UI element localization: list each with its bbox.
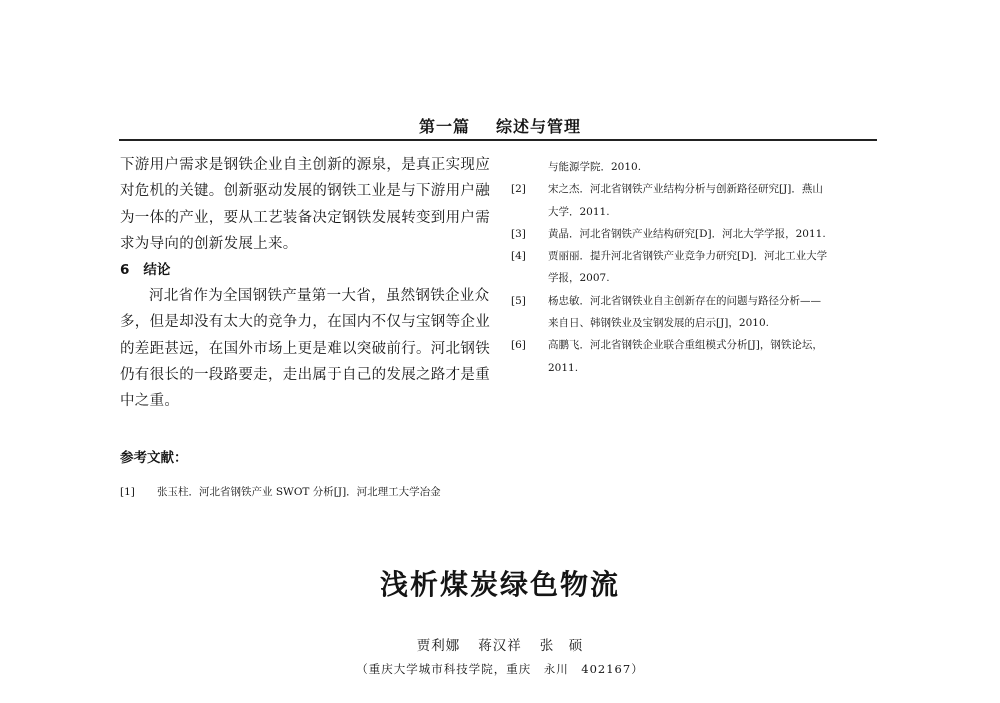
header-part: 第一篇 [418, 117, 470, 136]
reference-number: [2] [511, 183, 526, 196]
reference-continuation: 大学．2011. [548, 205, 610, 218]
reference-text: 杨忠敏．河北省钢铁业自主创新存在的问题与路径分析—— [548, 294, 821, 307]
reference-item [511, 178, 881, 200]
section-heading [120, 257, 492, 283]
section-title: 结论 [143, 262, 171, 279]
author-name: 蒋汉祥 [478, 638, 522, 654]
reference-number: [3] [511, 227, 526, 240]
reference-continuation: 与能源学院．2010. [548, 161, 642, 173]
reference-number: [5] [511, 294, 526, 307]
reference-text: 张玉柱．河北省钢铁产业 SWOT 分析[J]．河北理工大学冶金 [157, 486, 441, 498]
reference-text: 高鹏飞．河北省钢铁企业联合重组模式分析[J]，钢铁论坛， [548, 339, 823, 352]
reference-item [511, 245, 881, 267]
reference-text: 黄晶．河北省钢铁产业结构研究[D]．河北大学学报，2011. [548, 227, 826, 240]
reference-item [511, 223, 881, 245]
body-paragraph: 河北省作为全国钢铁产量第一大省，虽然钢铁企业众多，但是却没有太大的竞争力，在国内不仅与宝钢等企业的差距甚远，在国外市场上更是难以突破前行。河北钢铁仍有很长的一段路要走，走出属于自己的发展之路才是重中之重。 [120, 288, 490, 410]
reference-text: 贾丽丽．提升河北省钢铁产业竞争力研究[D]．河北工业大学 [548, 250, 828, 263]
reference-continuation: 学报，2007. [548, 272, 610, 285]
author-affiliation: （重庆大学城市科技学院，重庆 永川 402167） [356, 662, 644, 676]
reference-number: [6] [511, 339, 526, 352]
running-header [0, 114, 1000, 137]
reference-number: [4] [511, 250, 526, 263]
body-paragraph: 下游用户需求是钢铁企业自主创新的源泉，是真正实现应对危机的关键。创新驱动发展的钢铁工业是与下游用户融为一体的产业，要从工艺装备决定钢铁发展转变到用户需求为导向的创新发展上来。 [120, 157, 490, 252]
references-heading: 参考文献： [120, 450, 188, 466]
reference-list-left [120, 481, 505, 503]
left-column [120, 152, 492, 415]
author-name: 张 硕 [539, 638, 584, 654]
section-number: 6 [120, 262, 130, 279]
header-rule [119, 139, 877, 141]
reference-item [120, 481, 505, 503]
reference-number: [1] [120, 486, 135, 498]
article-title: 浅析煤炭绿色物流 [379, 568, 620, 601]
reference-continuation: 2011. [548, 361, 579, 374]
header-title: 综述与管理 [496, 117, 582, 136]
author-list [0, 634, 1000, 654]
author-name: 贾利娜 [416, 638, 461, 654]
reference-item [511, 334, 881, 356]
reference-text: 宋之杰．河北省钢铁产业结构分析与创新路径研究[J]．燕山 [548, 183, 823, 196]
reference-item [511, 290, 881, 312]
reference-continuation: 来自日、韩钢铁业及宝钢发展的启示[J]，2010. [548, 317, 769, 330]
reference-list-right [511, 156, 881, 379]
